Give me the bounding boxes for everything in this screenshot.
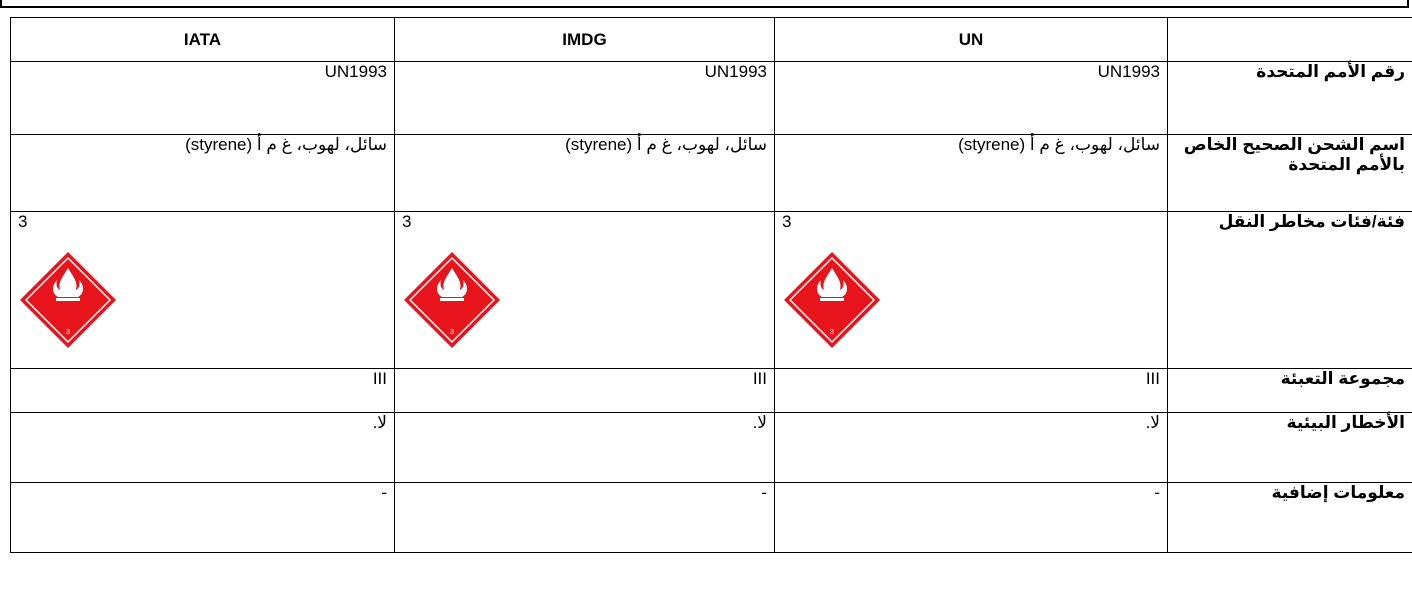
header-iata: IATA [11, 18, 395, 62]
un-number-iata: UN1993 [11, 62, 395, 135]
hazard-class-un: 3 [782, 212, 792, 231]
label-additional-info: معلومات إضافية [1168, 483, 1412, 553]
label-packing-group: مجموعة التعبئة [1168, 369, 1412, 413]
row-hazard-class [11, 212, 1412, 369]
additional-info-iata: - [11, 483, 395, 553]
additional-info-imdg: - [395, 483, 775, 553]
flammable-liquid-placard-icon [782, 250, 882, 350]
shipping-name-un: سائل، لهوب، غ م أ (styrene) [775, 135, 1168, 212]
packing-group-imdg: III [395, 369, 775, 413]
packing-group-un: III [775, 369, 1168, 413]
transport-info-table [10, 17, 1412, 553]
label-env-hazards: الأخطار البيئية [1168, 413, 1412, 483]
un-number-un: UN1993 [775, 62, 1168, 135]
packing-group-iata: III [11, 369, 395, 413]
hazard-class-un-cell [775, 212, 1168, 369]
row-un-number [11, 62, 1412, 135]
row-shipping-name [11, 135, 1412, 212]
top-border-bar [0, 0, 1409, 8]
shipping-name-iata: سائل، لهوب، غ م أ (styrene) [11, 135, 395, 212]
label-shipping-name: اسم الشحن الصحيح الخاص بالأمم المتحدة [1168, 135, 1412, 212]
env-hazards-iata: لا. [11, 413, 395, 483]
placard-number: 3 [830, 329, 834, 336]
row-env-hazards [11, 413, 1412, 483]
env-hazards-imdg: لا. [395, 413, 775, 483]
placard-number: 3 [66, 329, 70, 336]
env-hazards-un: لا. [775, 413, 1168, 483]
label-un-number: رقم الأمم المتحدة [1168, 62, 1412, 135]
hazard-class-imdg-cell [395, 212, 775, 369]
flammable-liquid-placard-icon [18, 250, 118, 350]
header-row [11, 18, 1412, 62]
hazard-class-iata: 3 [18, 212, 28, 231]
un-number-imdg: UN1993 [395, 62, 775, 135]
additional-info-un: - [775, 483, 1168, 553]
header-un: UN [775, 18, 1168, 62]
hazard-class-iata-cell [11, 212, 395, 369]
row-packing-group [11, 369, 1412, 413]
flammable-liquid-placard-icon [402, 250, 502, 350]
hazard-class-imdg: 3 [402, 212, 412, 231]
label-hazard-class: فئة/فئات مخاطر النقل [1168, 212, 1412, 369]
placard-number: 3 [450, 329, 454, 336]
row-additional-info [11, 483, 1412, 553]
header-imdg: IMDG [395, 18, 775, 62]
shipping-name-imdg: سائل، لهوب، غ م أ (styrene) [395, 135, 775, 212]
header-blank [1168, 18, 1412, 62]
